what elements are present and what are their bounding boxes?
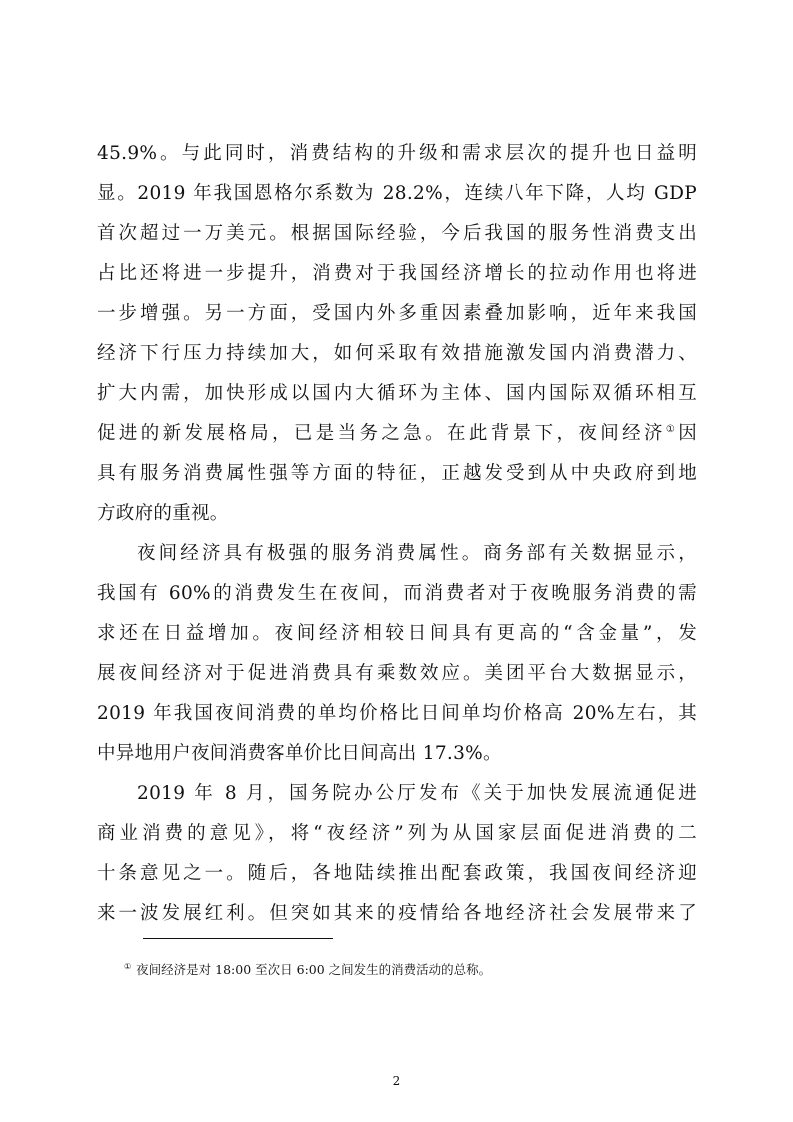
paragraph-line: 中异地用户夜间消费客单价比日间高出 17.3%。 bbox=[97, 743, 502, 764]
paragraph-line: 十条意见之一。随后，各地陆续推出配套政策，我国夜间经济迎 bbox=[97, 863, 697, 884]
paragraph-line: 首次超过一万美元。根据国际经验，今后我国的服务性消费支出 bbox=[97, 223, 697, 244]
page-number: 2 bbox=[392, 1074, 401, 1088]
paragraph-line: 扩大内需，加快形成以国内大循环为主体、国内国际双循环相互 bbox=[97, 383, 697, 404]
paragraph-line: 45.9%。与此同时，消费结构的升级和需求层次的提升也日益明 bbox=[97, 143, 697, 164]
footnote-reference[interactable]: ① bbox=[665, 423, 679, 435]
paragraph-line: 一步增强。另一方面，受国内外多重因素叠加影响，近年来我国 bbox=[97, 303, 697, 324]
paragraph-line: 商业消费的意见》，将“夜经济”列为从国家层面促进消费的二 bbox=[97, 823, 697, 844]
paragraph-line: 占比还将进一步提升，消费对于我国经济增长的拉动作用也将进 bbox=[97, 263, 697, 284]
footnote-divider bbox=[143, 938, 333, 939]
paragraph-line: 方政府的重视。 bbox=[97, 503, 229, 524]
footnote bbox=[124, 960, 491, 980]
paragraph-line: 2019 年我国夜间消费的单均价格比日间单均价格高 20%左右，其 bbox=[97, 703, 697, 724]
paragraph-line-tail: 因 bbox=[678, 423, 697, 444]
paragraph-line: 展夜间经济对于促进消费具有乘数效应。美团平台大数据显示， bbox=[97, 663, 697, 684]
paragraph-line: 我国有 60%的消费发生在夜间，而消费者对于夜晚服务消费的需 bbox=[97, 583, 697, 604]
paragraph-line: 具有服务消费属性强等方面的特征，正越发受到从中央政府到地 bbox=[97, 463, 697, 484]
paragraph-line-text: 促进的新发展格局，已是当务之急。在此背景下，夜间经济 bbox=[97, 423, 666, 444]
paragraph-line: 2019 年 8 月，国务院办公厅发布《关于加快发展流通促进 bbox=[137, 783, 697, 804]
paragraph-line: 来一波发展红利。但突如其来的疫情给各地经济社会发展带来了 bbox=[97, 903, 697, 924]
paragraph-line: 夜间经济具有极强的服务消费属性。商务部有关数据显示， bbox=[137, 543, 697, 564]
paragraph-line-with-footnote bbox=[97, 414, 697, 454]
paragraph-line: 经济下行压力持续加大，如何采取有效措施激发国内消费潜力、 bbox=[97, 343, 697, 364]
footnote-marker: ① bbox=[124, 961, 132, 971]
paragraph-line: 显。2019 年我国恩格尔系数为 28.2%，连续八年下降，人均 GDP bbox=[97, 183, 697, 204]
footnote-text: 夜间经济是对 18:00 至次日 6:00 之间发生的消费活动的总称。 bbox=[136, 962, 492, 977]
body-text bbox=[97, 134, 697, 934]
paragraph-line: 求还在日益增加。夜间经济相较日间具有更高的“含金量”，发 bbox=[97, 623, 697, 644]
